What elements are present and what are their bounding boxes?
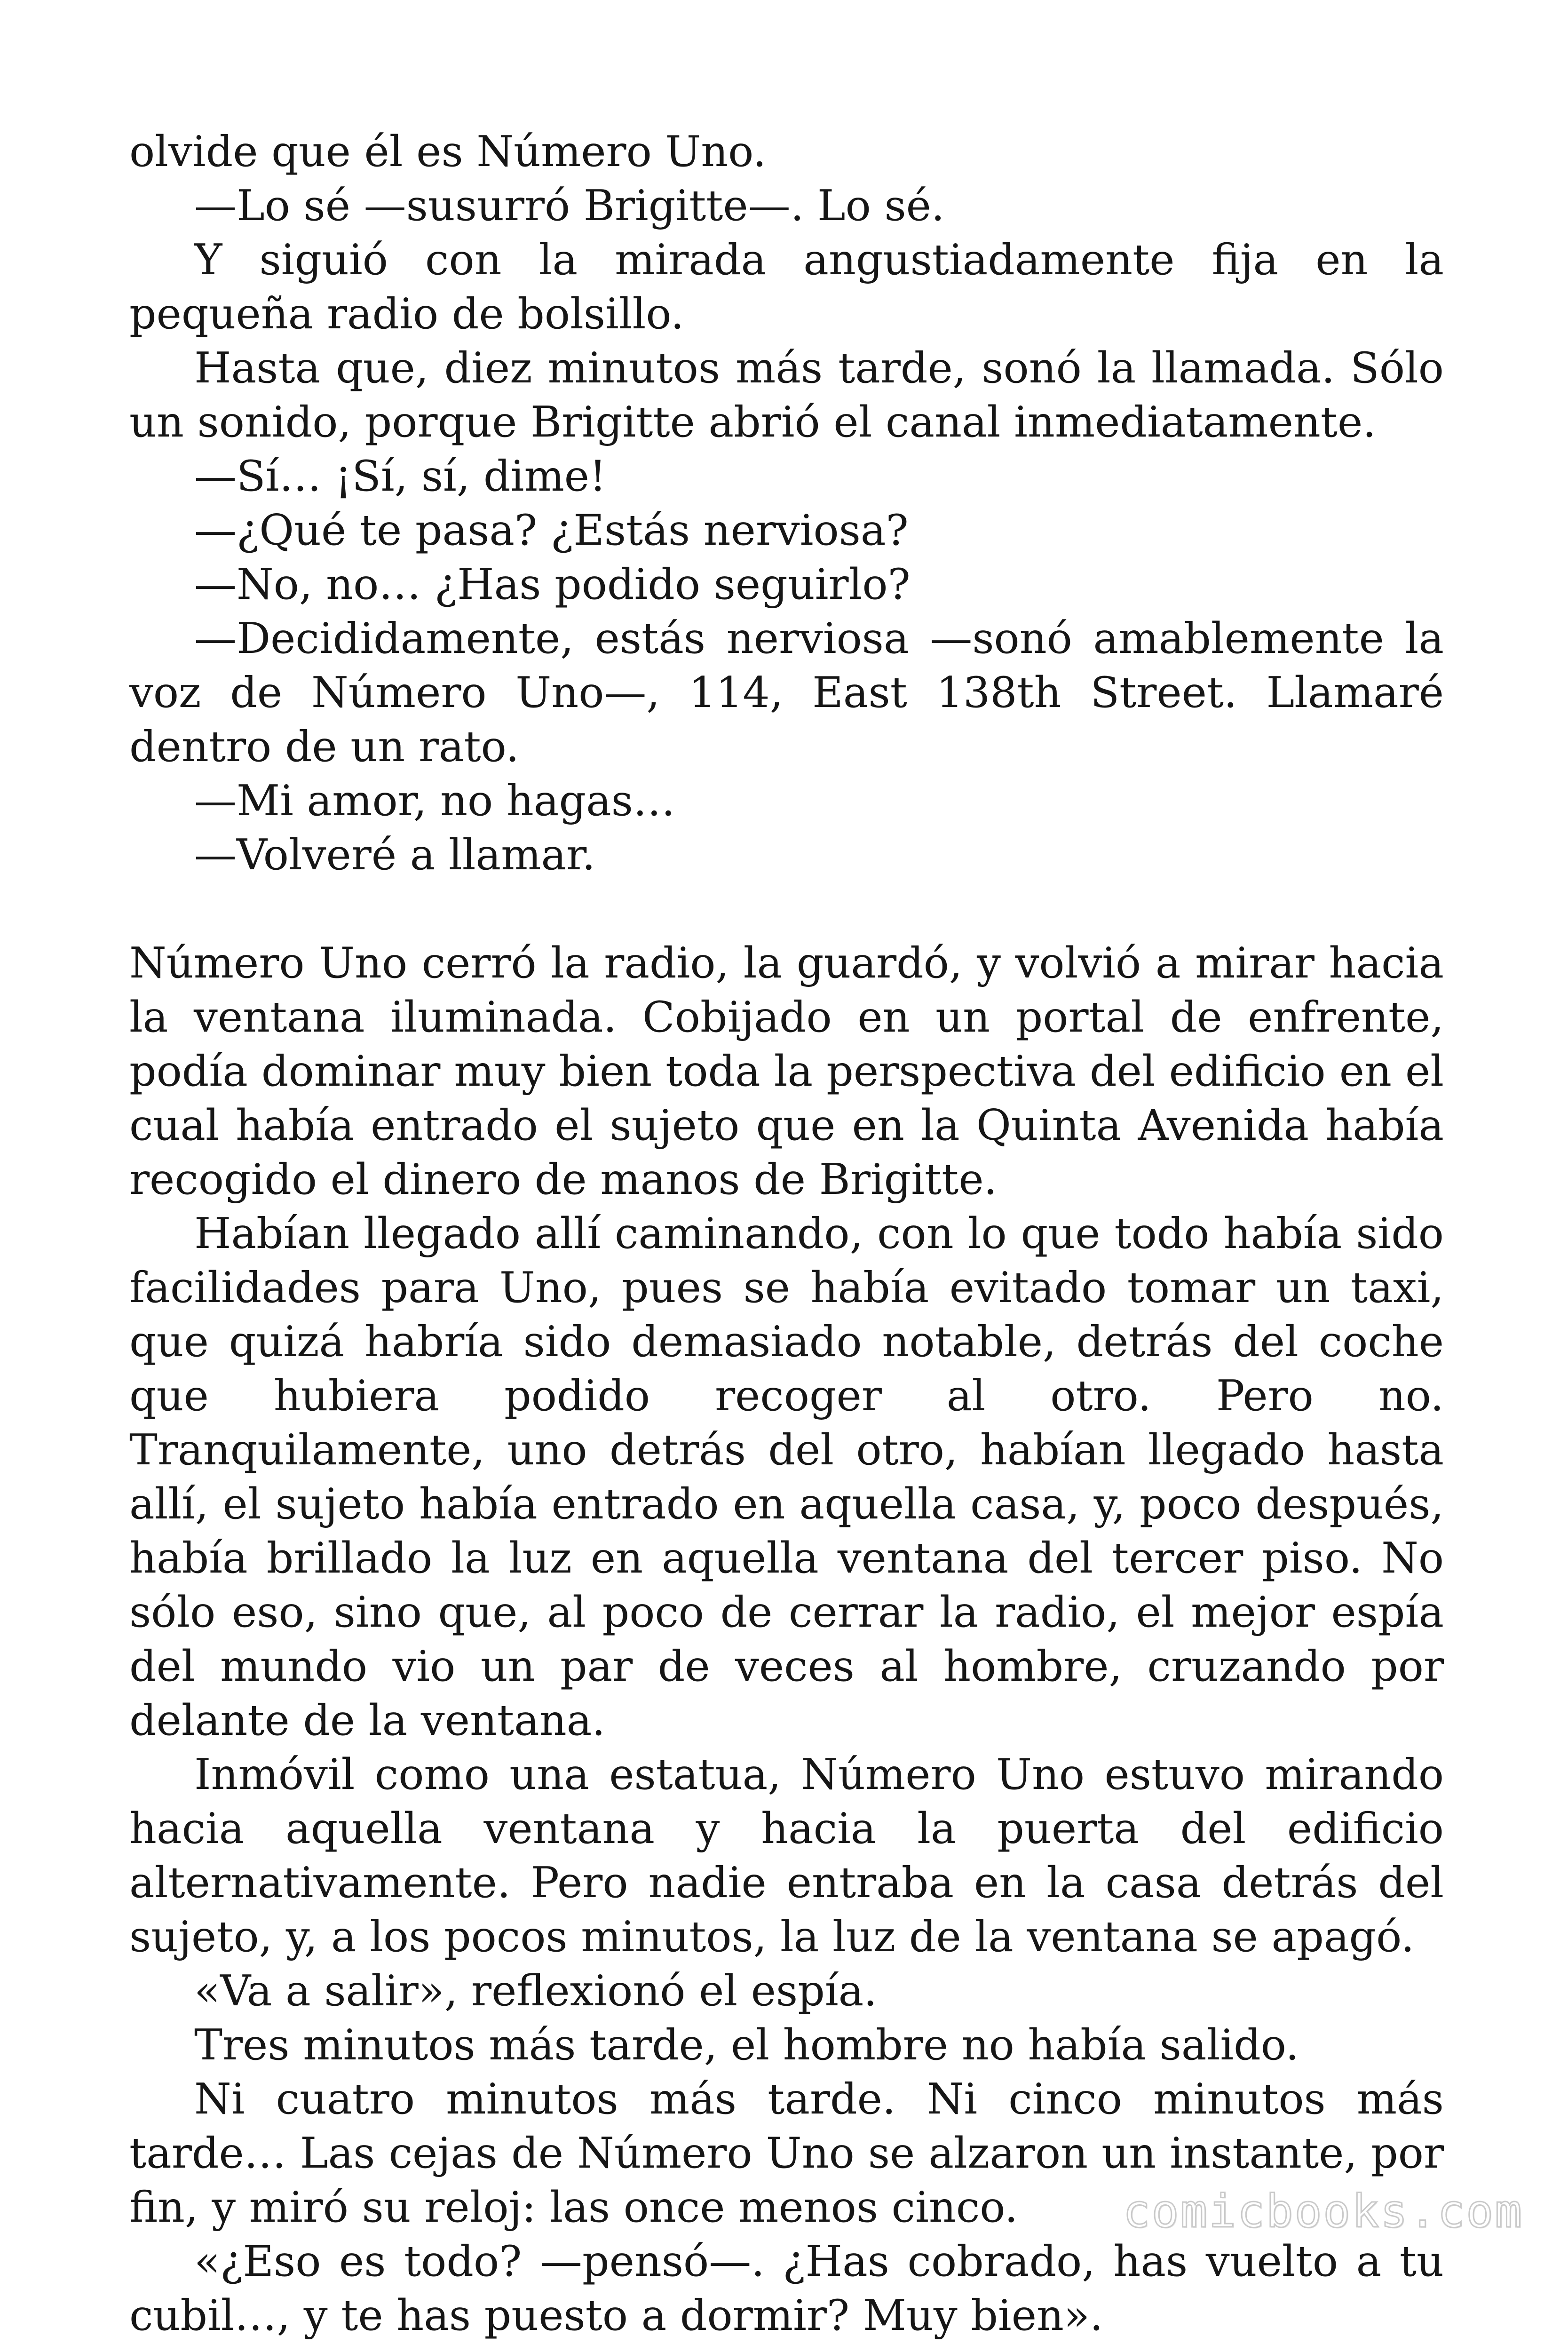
- paragraph: —No, no… ¿Has podido seguirlo?: [194, 560, 911, 609]
- paragraph: —Volveré a llamar.: [194, 830, 595, 880]
- paragraph: Tres minutos más tarde, el hombre no había salido.: [194, 2020, 1299, 2070]
- paragraph: —Lo sé —susurró Brigitte—. Lo sé.: [194, 181, 945, 230]
- paragraph: Inmóvil como una estatua, Número Uno estuvo mirando hacia aquella ventana y hacia la puerta del edificio alternativamente. Pero nadie entraba en la casa detrás del sujeto, y, a los pocos minutos, la luz de la ventana se apagó.: [129, 1750, 1444, 1962]
- paragraph: olvide que él es Número Uno.: [129, 127, 767, 176]
- paragraph: Ni cuatro minutos más tarde. Ni cinco minutos más tarde… Las cejas de Número Uno se alzaron un instante, por fin, y miró su reloj: las once menos cinco.: [129, 2074, 1444, 2232]
- paragraph: Número Uno cerró la radio, la guardó, y volvió a mirar hacia la ventana iluminada. Cobijado en un portal de enfrente, podía dominar muy bien toda la perspectiva del edificio en el cual había entrado el sujeto que en la Quinta Avenida había recogido el dinero de manos de Brigitte.: [129, 938, 1444, 1204]
- paragraph: «Va a salir», reflexionó el espía.: [194, 1966, 877, 2016]
- paragraph: —Mi amor, no hagas…: [194, 776, 675, 826]
- paragraph: —Decididamente, estás nerviosa —sonó amablemente la voz de Número Uno—, 114, East 138th Street. Llamaré dentro de un rato.: [129, 614, 1444, 771]
- watermark: comicbooks.com: [1123, 2185, 1523, 2238]
- paragraph: Hasta que, diez minutos más tarde, sonó la llamada. Sólo un sonido, porque Brigitte abrió el canal inmediatamente.: [129, 343, 1444, 447]
- section-break: [129, 882, 1444, 936]
- paragraph: —¿Qué te pasa? ¿Estás nerviosa?: [194, 506, 909, 555]
- paragraph: Y siguió con la mirada angustiadamente fija en la pequeña radio de bolsillo.: [129, 235, 1444, 339]
- paragraph: Habían llegado allí caminando, con lo que todo había sido facilidades para Uno, pues se había evitado tomar un taxi, que quizá habría sido demasiado notable, detrás del coche que hubiera podido recoger al otro. Pero no. Tranquilamente, uno detrás del otro, habían llegado hasta allí, el sujeto había entrado en aquella casa, y, poco después, había brillado la luz en aquella ventana del tercer piso. No sólo eso, sino que, al poco de cerrar la radio, el mejor espía del mundo vio un par de veces al hombre, cruzando por delante de la ventana.: [129, 1209, 1444, 1745]
- page-text: [129, 125, 1444, 2343]
- paragraph: —Sí… ¡Sí, sí, dime!: [194, 452, 607, 501]
- paragraph: «¿Eso es todo? —pensó—. ¿Has cobrado, has vuelto a tu cubil…, y te has puesto a dormir? Muy bien».: [129, 2237, 1444, 2340]
